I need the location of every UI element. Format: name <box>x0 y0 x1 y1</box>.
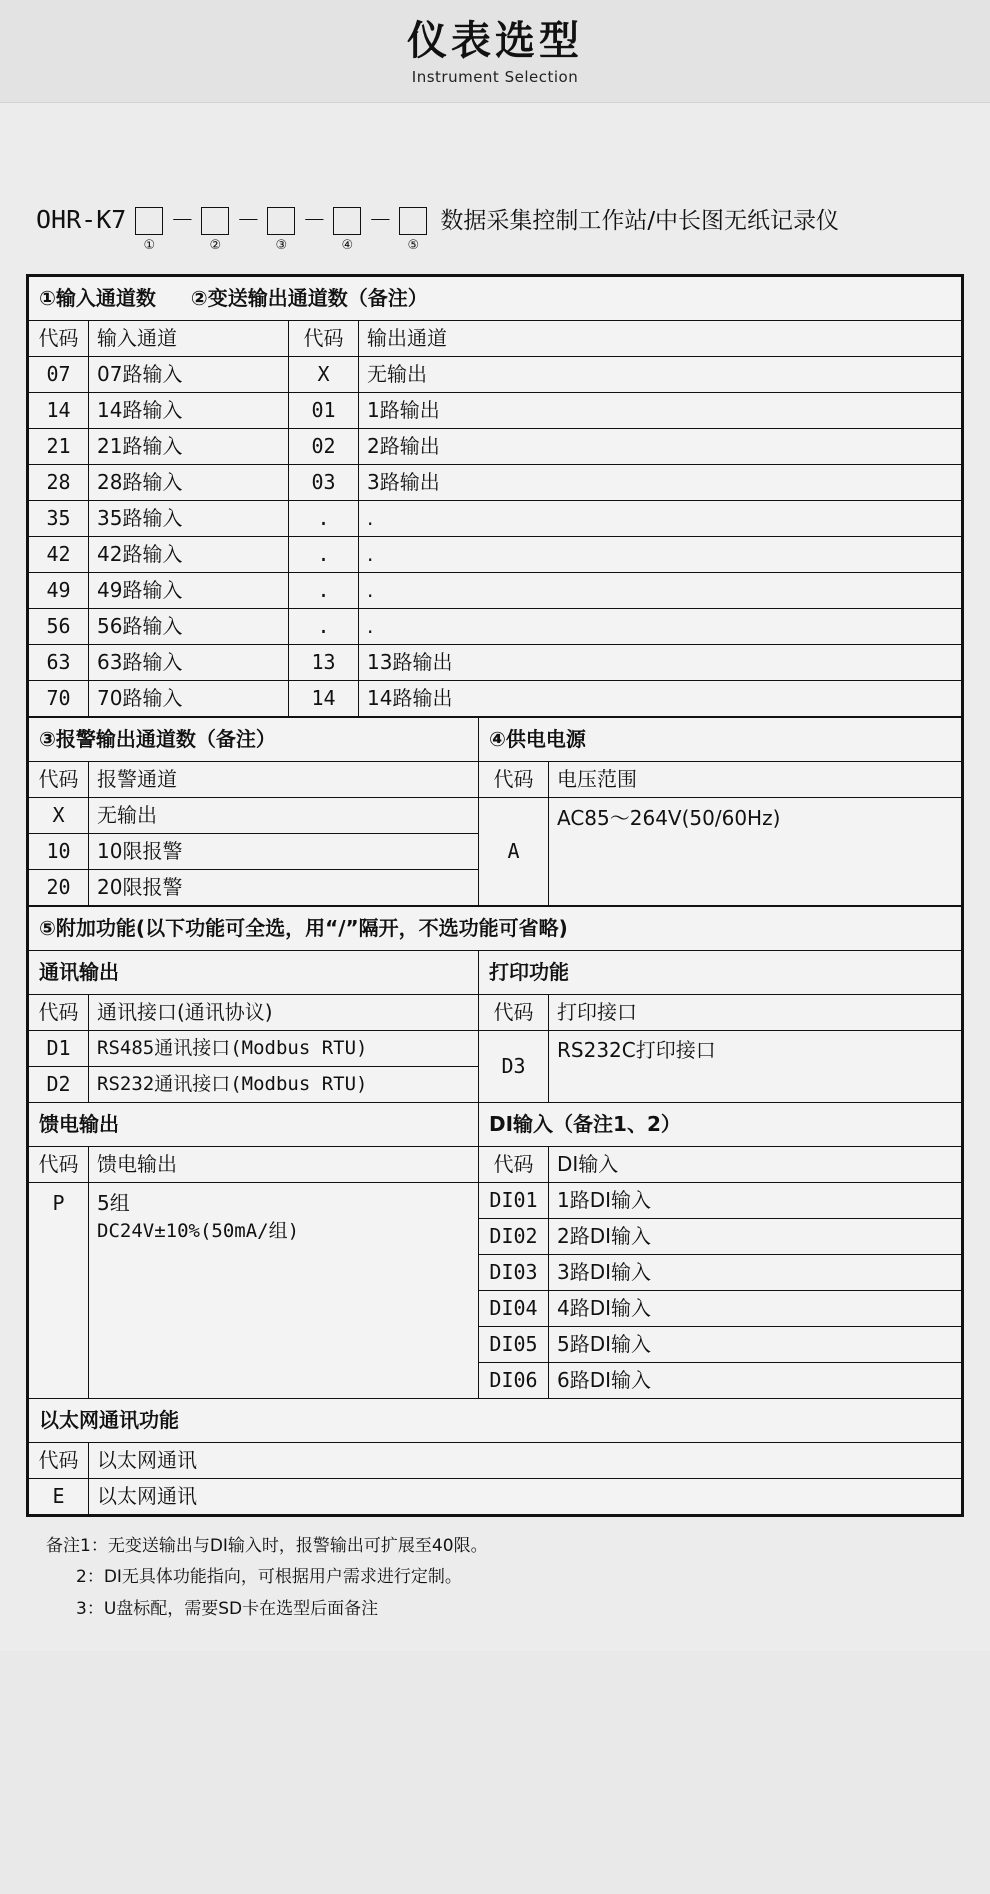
section-4-title: ④供电电源 <box>479 718 962 762</box>
print-function-title: 打印功能 <box>479 951 962 995</box>
header-print-interface: 打印接口 <box>549 995 962 1031</box>
section-5-title: ⑤附加功能(以下功能可全选，用“/”隔开，不选功能可省略) <box>29 907 962 951</box>
model-code-slot-4[interactable] <box>330 203 364 252</box>
note-label: 3： <box>76 1598 104 1619</box>
input-desc: 70路输入 <box>89 681 289 717</box>
output-desc: 无输出 <box>359 357 962 393</box>
code-index-2: ② <box>209 238 222 253</box>
output-desc: 3路输出 <box>359 465 962 501</box>
input-code: 56 <box>29 609 89 645</box>
comm-code: D2 <box>29 1067 89 1103</box>
di-code: DI05 <box>479 1327 549 1363</box>
input-desc: 35路输入 <box>89 501 289 537</box>
comm-print-header-row <box>29 995 962 1031</box>
alarm-desc: 10限报警 <box>89 834 479 870</box>
input-desc: 49路输入 <box>89 573 289 609</box>
header-code-di: 代码 <box>479 1147 549 1183</box>
table-row <box>29 573 962 609</box>
output-code: 13 <box>289 645 359 681</box>
di-desc: 5路DI输入 <box>549 1327 962 1363</box>
comm-desc: RS232通讯接口(Modbus RTU) <box>89 1067 479 1103</box>
ethernet-header-row <box>29 1443 962 1479</box>
output-code: . <box>289 609 359 645</box>
note-label: 备注1： <box>46 1536 108 1556</box>
header-alarm-channel: 报警通道 <box>89 762 479 798</box>
section-1-title: ①输入通道数 <box>39 286 156 310</box>
header-code-ethernet: 代码 <box>29 1443 89 1479</box>
input-code: 07 <box>29 357 89 393</box>
code-index-4: ④ <box>341 238 354 253</box>
power-code: A <box>479 798 549 906</box>
note-text: 无变送输出与DI输入时，报警输出可扩展至40限。 <box>107 1536 488 1556</box>
table-row <box>29 681 962 717</box>
di-code: DI01 <box>479 1183 549 1219</box>
header-code-input: 代码 <box>29 321 89 357</box>
di-code: DI03 <box>479 1255 549 1291</box>
section-alarm-power <box>28 717 962 906</box>
output-desc: . <box>359 573 962 609</box>
output-desc: . <box>359 501 962 537</box>
comm-code: D1 <box>29 1031 89 1067</box>
ethernet-code: E <box>29 1479 89 1515</box>
input-desc: 42路输入 <box>89 537 289 573</box>
code-index-1: ① <box>143 238 156 253</box>
di-input-title: DI输入（备注1、2） <box>479 1103 962 1147</box>
page-title-cn: 仪表选型 <box>407 18 583 64</box>
model-suffix: 数据采集控制工作站/中长图无纸记录仪 <box>440 208 840 234</box>
table-row <box>29 1183 962 1219</box>
section-12-title-row <box>29 277 962 321</box>
header-code-print: 代码 <box>479 995 549 1031</box>
header-code-alarm: 代码 <box>29 762 89 798</box>
code-index-5: ⑤ <box>407 238 420 253</box>
input-desc: 21路输入 <box>89 429 289 465</box>
note-item <box>46 1594 960 1625</box>
section-5-title-row <box>29 907 962 951</box>
output-desc: 13路输出 <box>359 645 962 681</box>
model-code-boxes <box>132 203 430 252</box>
di-desc: 4路DI输入 <box>549 1291 962 1327</box>
comm-print-title-row <box>29 951 962 995</box>
comm-output-title: 通讯输出 <box>29 951 479 995</box>
input-desc: 14路输入 <box>89 393 289 429</box>
input-code: 63 <box>29 645 89 681</box>
code-dash-1: － <box>170 206 195 234</box>
comm-desc: RS485通讯接口(Modbus RTU) <box>89 1031 479 1067</box>
di-desc: 1路DI输入 <box>549 1183 962 1219</box>
page-content <box>0 103 990 1651</box>
table-row <box>29 393 962 429</box>
feed-di-header-row <box>29 1147 962 1183</box>
model-code-slot-5[interactable] <box>396 203 430 252</box>
notes-block <box>46 1531 960 1625</box>
feed-desc-line2: DC24V±10%(50mA/组) <box>97 1220 300 1242</box>
header-ethernet-comm: 以太网通讯 <box>89 1443 962 1479</box>
model-prefix: OHR-K7 <box>36 205 127 234</box>
header-code-feed: 代码 <box>29 1147 89 1183</box>
note-label: 2： <box>76 1567 104 1588</box>
output-desc: . <box>359 609 962 645</box>
feed-desc <box>89 1183 479 1399</box>
section-3-title: ③报警输出通道数（备注） <box>29 718 479 762</box>
code-dash-4: － <box>368 206 393 234</box>
section-34-title-row <box>29 718 962 762</box>
output-code: . <box>289 573 359 609</box>
alarm-code: X <box>29 798 89 834</box>
output-code: 01 <box>289 393 359 429</box>
selection-table <box>26 274 964 1517</box>
output-desc: 2路输出 <box>359 429 962 465</box>
section-34-header-row <box>29 762 962 798</box>
output-desc: 1路输出 <box>359 393 962 429</box>
ethernet-desc: 以太网通讯 <box>89 1479 962 1515</box>
header-feed-output: 馈电输出 <box>89 1147 479 1183</box>
output-code: X <box>289 357 359 393</box>
header-code-comm: 代码 <box>29 995 89 1031</box>
input-desc: 56路输入 <box>89 609 289 645</box>
code-box-2[interactable] <box>201 207 229 235</box>
code-box-4[interactable] <box>333 207 361 235</box>
di-code: DI06 <box>479 1363 549 1399</box>
header-comm-interface: 通讯接口(通讯协议) <box>89 995 479 1031</box>
note-text: U盘标配，需要SD卡在选型后面备注 <box>103 1598 379 1619</box>
table-row <box>29 357 962 393</box>
header-input-channel: 输入通道 <box>89 321 289 357</box>
code-box-3[interactable] <box>267 207 295 235</box>
table-row <box>29 429 962 465</box>
header-di-input: DI输入 <box>549 1147 962 1183</box>
di-desc: 6路DI输入 <box>549 1363 962 1399</box>
header-code-output: 代码 <box>289 321 359 357</box>
di-desc: 2路DI输入 <box>549 1219 962 1255</box>
input-code: 35 <box>29 501 89 537</box>
input-code: 49 <box>29 573 89 609</box>
di-code: DI02 <box>479 1219 549 1255</box>
note-item <box>46 1562 960 1593</box>
output-desc: . <box>359 537 962 573</box>
alarm-code: 10 <box>29 834 89 870</box>
page-header <box>0 0 990 103</box>
input-code: 14 <box>29 393 89 429</box>
alarm-desc: 无输出 <box>89 798 479 834</box>
table-row <box>29 798 962 834</box>
table-row <box>29 645 962 681</box>
code-box-5[interactable] <box>399 207 427 235</box>
table-row <box>29 609 962 645</box>
input-code: 42 <box>29 537 89 573</box>
ethernet-title: 以太网通讯功能 <box>29 1399 962 1443</box>
power-desc: AC85～264V(50/60Hz) <box>549 798 962 906</box>
input-code: 21 <box>29 429 89 465</box>
model-code-line <box>36 203 990 252</box>
code-box-1[interactable] <box>135 207 163 235</box>
feed-code: P <box>29 1183 89 1399</box>
input-desc: 28路输入 <box>89 465 289 501</box>
table-row <box>29 537 962 573</box>
section-inputs-outputs <box>28 276 962 717</box>
code-dash-2: － <box>236 206 261 234</box>
code-index-3: ③ <box>275 238 288 253</box>
input-desc: 07路输入 <box>89 357 289 393</box>
section-additional-functions <box>28 906 962 1515</box>
feed-desc-line1: 5组 <box>97 1191 130 1215</box>
output-code: . <box>289 537 359 573</box>
note-item <box>46 1531 960 1562</box>
di-code: DI04 <box>479 1291 549 1327</box>
code-dash-3: － <box>302 206 327 234</box>
feed-di-title-row <box>29 1103 962 1147</box>
note-text: DI无具体功能指向，可根据用户需求进行定制。 <box>103 1567 462 1588</box>
output-code: 14 <box>289 681 359 717</box>
model-code-slot-1[interactable] <box>132 203 166 252</box>
table-row <box>29 1479 962 1515</box>
table-row <box>29 501 962 537</box>
output-code: 03 <box>289 465 359 501</box>
model-code-slot-2[interactable] <box>198 203 232 252</box>
output-code: 02 <box>289 429 359 465</box>
table-row <box>29 465 962 501</box>
header-output-channel: 输出通道 <box>359 321 962 357</box>
alarm-code: 20 <box>29 870 89 906</box>
section-12-title <box>29 277 962 321</box>
table-row <box>29 1031 962 1067</box>
input-desc: 63路输入 <box>89 645 289 681</box>
print-desc: RS232C打印接口 <box>549 1031 962 1103</box>
feed-output-title: 馈电输出 <box>29 1103 479 1147</box>
section-12-header-row <box>29 321 962 357</box>
section-2-title: ②变送输出通道数（备注） <box>190 286 428 310</box>
header-code-power: 代码 <box>479 762 549 798</box>
header-voltage-range: 电压范围 <box>549 762 962 798</box>
model-code-slot-3[interactable] <box>264 203 298 252</box>
output-desc: 14路输出 <box>359 681 962 717</box>
print-code: D3 <box>479 1031 549 1103</box>
page-title-en: Instrument Selection <box>411 68 579 86</box>
input-code: 28 <box>29 465 89 501</box>
alarm-desc: 20限报警 <box>89 870 479 906</box>
di-desc: 3路DI输入 <box>549 1255 962 1291</box>
ethernet-title-row <box>29 1399 962 1443</box>
output-code: . <box>289 501 359 537</box>
input-code: 70 <box>29 681 89 717</box>
